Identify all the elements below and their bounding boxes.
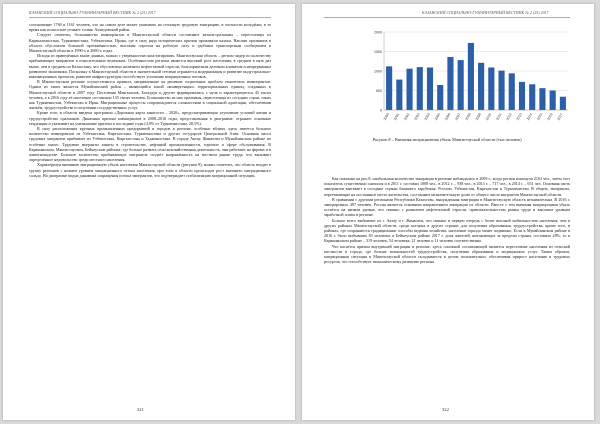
chart-bars <box>386 43 566 110</box>
chart-x-tick-label: 2009 <box>474 112 482 122</box>
chart-bar <box>437 85 443 110</box>
chart-x-tick-label: 2012 <box>505 112 513 122</box>
paragraph: Как показано на рис.8, наибольшая количество эмиграции в регионе наблюдалась в 2009 г., когда регион покинули 2163 чел., затем этот показатель существенно снизился и в 2011 г. составил 1008 чел., в 2012 г. – 938 чел., в 2013 г. – 717 чел., в 2014 г. – 651 чел. Основная часть эмигрантов выезжает в соседние страны ближнего зарубежья: Россию, Узбекистан, Кыргызстан и Туркменистан. В общем, эмигранты, переезжающие на постоянное место жительства, составляют незначительную долю от общего числа мигрантов Мангистауской области. <box>324 176 570 197</box>
paragraph: Кроме того, в области введена программа «Дорожная карта занятости – 2020», предусматривающая улучшение условий жизни и трудоустройство оралманов. Динамика притока иммигрантов в 2008–2016 годы, представленная в диаграмме, отражает основные тенденции и указывает на уменьшение притока в последние годы (4,9% от Туркменистана, 28,5%). <box>29 110 271 126</box>
running-header-left: КАЗАНСКИЙ СОЦИАЛЬНО-ГУМАНИТАРНЫЙ ВЕСТНИК № 2 (25) 2017 <box>29 10 156 15</box>
chart-bar <box>386 66 392 110</box>
figure-caption-number: Рисунок 8 <box>372 137 391 142</box>
page-number-right: 322 <box>442 407 449 412</box>
right-page-body <box>324 176 570 264</box>
chart-y-tick-label: 2000 <box>374 30 382 35</box>
chart-bar <box>468 43 474 110</box>
chart-x-tick-label: 2002 <box>403 112 411 122</box>
chart-y-tick-label: 500 <box>376 88 382 93</box>
chart-x-tick-labels <box>383 112 564 121</box>
left-page-body <box>29 22 271 178</box>
left-page <box>3 4 295 420</box>
chart-bar <box>488 67 494 110</box>
page-number-left: 321 <box>137 407 144 412</box>
chart-y-tick-labels <box>374 30 382 112</box>
figure-caption <box>324 137 570 142</box>
chart-x-tick-label: 2003 <box>413 112 421 122</box>
chart-bar <box>519 82 525 110</box>
chart-bar <box>478 63 484 110</box>
chart-x-tick-label: 2007 <box>454 112 462 122</box>
chart-bar <box>539 88 545 110</box>
chart-bar <box>550 91 556 111</box>
chart-x-tick-label: 2010 <box>484 112 493 122</box>
chart-bar <box>396 80 402 110</box>
chart-x-tick-label: 2013 <box>515 112 523 122</box>
chart-x-tick-label: 2016 <box>546 112 554 122</box>
emigration-bar-chart <box>362 24 572 136</box>
paragraph: В сравнении с другими регионами Республики Казахстан, вынужденная эмиграция в Мангистаускую область незначительна. В 2016 г. эмигрировало 497 человек. Россия является основным направлением эмиграции из области. Вместе с тем внешняя миграционная убыль остаётся на низком уровне, что связано с развитием нефтегазовой отрасли, привлекательностью рынка труда и высоким уровнем заработной платы в регионе. <box>324 196 570 218</box>
paragraph: Больше всего выбывают из г. Актау и г. Жанаозен, что связано в первую очередь с более высокой мобильностью населения, чем в других районах Мангистауской области, среди которых в других странах для получения образования, трудоустройства, кроме того, в районах, где сохраняются традиционные способы ведения хозяйства, население гораздо менее подвижно. Если в Мунайлинском районе в 2016 г. было выбывших 83 человека, в Бейнеуском районе 2017 г. доля жителей, выезжающих за пределы страны, составила 28%, то в Каракиянском районе – 319 человек, 54 человека, 21 человек и 11 человек соответственно. <box>324 217 570 244</box>
paragraph: Следует отметить, большинство иммигрантов в Мангистауской области составляют казахи-оралманы – переселенцы из Каракалпакстана, Туркменистана, Узбекистана, Ирана, где в силу ряда исторических причин проживали казахи. Наплыв оралманов в область обусловлен большой протяжённостью, высоким спросом на рабочую силу и удобным транспортным сообщением в Мангистауской области в 1990-х и 2000-х годах. <box>29 32 271 54</box>
paragraph: соотношение 1760 и 1161 человек, что на самом деле может указывать на сезонную трудовую эмиграцию, в частности молодёжи, в то время как полностью уезжает только Ахмедовский район. <box>29 22 271 33</box>
chart-x-tick-label: 2005 <box>433 112 442 122</box>
paragraph: Что касается причин внутренней миграции в регионе, здесь основной составляющей является переселение населения из сельской местности в города, где больше возможностей трудоустройства, получения образования и медицинских услуг. Таким образом, миграционная ситуация в Мангистауской области складывается в целом положительно, обеспечивая прирост населения и трудовых ресурсов, что способствует экономическому развитию региона. <box>324 243 570 265</box>
chart-x-tick-label: 2000 <box>382 112 390 122</box>
figure-caption-text: – Внешняя миграционная убыль Мангистауской области (тыс.человек) <box>390 137 522 142</box>
chart-x-tick-label: 2014 <box>525 112 534 122</box>
chart-bar <box>458 60 464 110</box>
chart-x-tick-label: 2008 <box>464 112 472 122</box>
chart-x-tick-label: 2015 <box>536 112 544 122</box>
header-rule-left <box>29 17 271 18</box>
paragraph: Характеризуя внешнюю миграционную убыль населения Мангистауской области (рисунок 8), можно отметить, что область входит в группу регионов с низким уровнем миграционного оттока населения, при этом в области происходит рост внешнего миграционного сальдо. На диаграмме видна динамика сокращения потока эмигрантов, что подтверждает стабилизацию миграционной ситуации. <box>29 162 271 178</box>
chart-x-tick-label: 2006 <box>444 112 452 122</box>
chart-x-tick-label: 2011 <box>495 112 503 121</box>
chart-y-tick-label: 1500 <box>374 49 382 54</box>
chart-x-tick-label: 2001 <box>392 112 401 122</box>
chart-x-tick-label: 2017 <box>556 112 564 122</box>
chart-y-tick-label: 0 <box>380 108 382 113</box>
chart-bar <box>427 67 433 110</box>
paragraph: В Мангистауском регионе осуществляется правила, направленные на решение социальных проблем этнических иммигрантов. Одним из таких является Мунайлинский район – являющийся зоной «конвергенции» территориальных единиц, созданных в Мангистауской области в 2007 году. Поселения Мангышлак, Баскудук и другие формировались с нуля и характеризуются 45 тысяч человек, а к 2016 году её население составляло 135 тысяч человек. Большинство из них оралманы, переселенцы из соседних стран, таких как Туркменистан, Узбекистан и Иран. Миграционные процессы сопровождаются сложностями в социальной адаптации, обеспечении жильём, трудоустройстве и получении государственных услуг. <box>29 79 271 111</box>
chart-bar <box>560 97 566 110</box>
chart-y-tick-label: 1000 <box>374 69 382 74</box>
chart-bar <box>447 57 453 110</box>
chart-x-tick-label: 2004 <box>423 112 431 122</box>
running-header-right: КАЗАНСКИЙ СОЦИАЛЬНО-ГУМАНИТАРНЫЙ ВЕСТНИК № 2 (25) 2017 <box>422 10 549 15</box>
right-page <box>302 4 594 420</box>
header-rule-right <box>324 17 570 18</box>
chart-bar <box>498 71 504 110</box>
chart-bar <box>529 84 535 110</box>
paragraph: Исходя из приведённых выше данных, можно с уверенностью констатировать, Мангистауская область – регион-лидер по количеству прибывающих мигрантов в относительных величинах. Особенностью региона является высокий рост населения, в среднем в пять раз выше, чем в среднем по Казахстану, что обусловлено наличием нефтегазовой отрасли, благоприятным деловым климатом и непрерывным развитием экономики. Поскольку в Мангистауской области в значительной степени отражается модернизация и развитие индустриально-инновационных проектов, развитие инфраструктуры способствует усилению миграционных потоков. <box>29 53 271 80</box>
chart-bar <box>417 67 423 110</box>
chart-bar <box>509 73 515 110</box>
paragraph: В силу расположения крупных промышленных предприятий и городов в регионе, особенно вблизи, здесь имеется большое количество иммигрантов из Узбекистана, Кыргызстана, Туркменистана и других государств Центральной Азии. Основная масса трудовых мигрантов прибывает из Узбекистана, Кыргызстана и Таджикистана. В городе Актау, Жанаозен и Мунайлинском районе их особенно много. Трудовые мигранты заняты в строительстве, нефтяной промышленности, торговле и сфере обслуживания. В Каракиянском, Мангистауском, Бейнеуском районах, где больше развита сельскохозяйственная деятельность, они работают на фермах и в животноводстве. Большое количество прибывающих мигрантов создаёт напряжённость на местном рынке труда, что вызывает определённое недовольство среди местного населения. <box>29 126 271 163</box>
chart-bar <box>406 69 412 110</box>
